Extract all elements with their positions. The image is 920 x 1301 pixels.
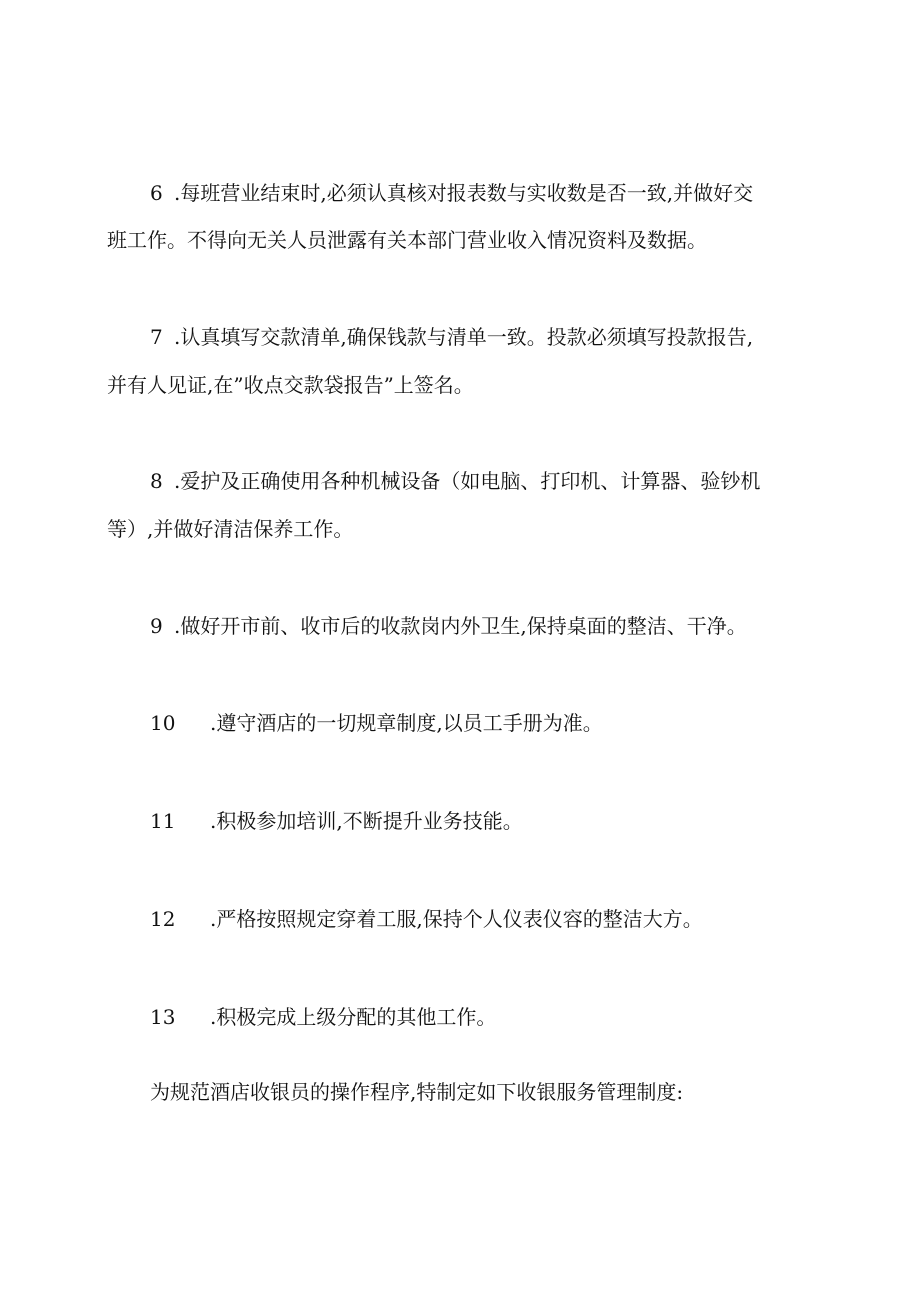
item-number: 13 — [150, 1005, 176, 1029]
item-8-line-2: 等）,并做好清洁保养工作。 — [107, 517, 354, 541]
item-12-line-1 — [150, 904, 703, 934]
item-text: .认真填写交款清单,确保钱款与清单一致。投款必须填写投款报告, — [174, 325, 754, 349]
item-11-line-1 — [150, 806, 523, 836]
item-9-line-1 — [150, 611, 747, 641]
item-text: .严格按照规定穿着工服,保持个人仪表仪容的整洁大方。 — [210, 907, 703, 931]
item-number: 8 — [150, 469, 163, 493]
closing-paragraph: 为规范酒店收银员的操作程序,特制定如下收银服务管理制度: — [150, 1080, 684, 1104]
item-number: 12 — [150, 907, 176, 931]
item-10-line-1 — [150, 708, 603, 738]
item-text: .遵守酒店的一切规章制度,以员工手册为准。 — [210, 711, 603, 735]
item-6-line-2: 班工作。不得向无关人员泄露有关本部门营业收入情况资料及数据。 — [107, 228, 707, 252]
item-text: .积极完成上级分配的其他工作。 — [210, 1005, 497, 1029]
item-7-line-2: 并有人见证,在”收点交款袋报告”上签名。 — [107, 373, 474, 397]
item-number: 6 — [150, 181, 163, 205]
item-13-line-1 — [150, 1002, 496, 1032]
item-number: 11 — [150, 809, 176, 833]
item-8-line-1 — [150, 466, 760, 496]
item-text: .积极参加培训,不断提升业务技能。 — [210, 809, 523, 833]
item-6-line-1 — [150, 178, 753, 208]
item-7-line-1 — [150, 322, 753, 352]
item-text: .每班营业结束时,必须认真核对报表数与实收数是否一致,并做好交 — [174, 181, 754, 205]
item-text: .做好开市前、收市后的收款岗内外卫生,保持桌面的整洁、干净。 — [174, 614, 747, 638]
item-number: 7 — [150, 325, 163, 349]
item-text: .爱护及正确使用各种机械设备（如电脑、打印机、计算器、验钞机 — [174, 469, 761, 493]
item-number: 9 — [150, 614, 163, 638]
item-number: 10 — [150, 711, 176, 735]
